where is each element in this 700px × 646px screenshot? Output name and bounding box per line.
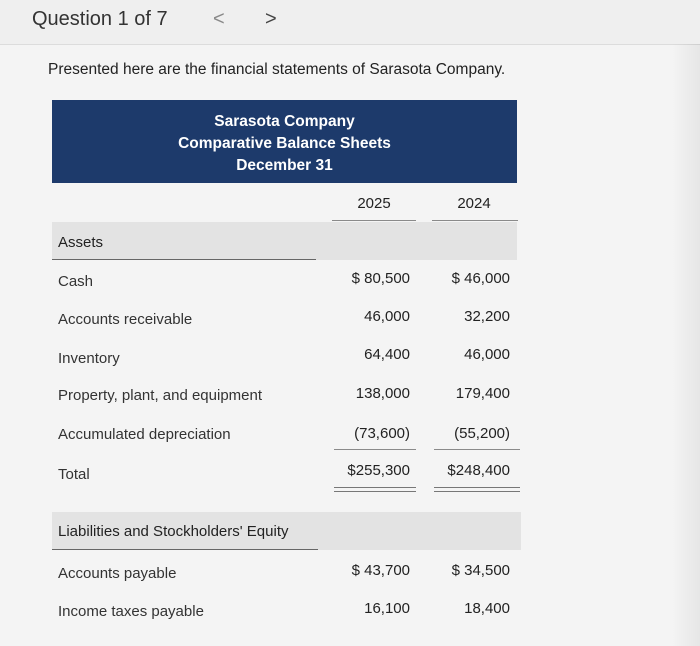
row-label-cash: Cash — [58, 273, 94, 290]
assets-heading: Assets — [58, 234, 104, 251]
income-taxes-payable-2024: 18,400 — [464, 600, 510, 617]
total-assets-2025: $255,300 — [347, 462, 410, 479]
year-header-2025: 2025 — [357, 195, 391, 212]
company-name: Sarasota Company — [214, 113, 355, 130]
accumulated-depreciation-2025: (73,600) — [354, 425, 410, 442]
previous-question-icon[interactable]: < — [213, 8, 225, 30]
liabilities-heading-underline — [52, 549, 318, 550]
assets-section-band — [52, 222, 517, 260]
year-header-2024: 2024 — [457, 195, 491, 212]
total-double-underline — [434, 487, 520, 492]
accounts-receivable-2025: 46,000 — [364, 308, 410, 325]
inventory-2024: 46,000 — [464, 346, 510, 363]
page-edge-shadow — [672, 44, 700, 646]
accounts-receivable-2024: 32,200 — [464, 308, 510, 325]
year-underline — [432, 220, 518, 221]
row-label-accounts-receivable: Accounts receivable — [58, 311, 193, 328]
question-counter: Question 1 of 7 — [32, 8, 168, 30]
row-label-accumulated-depreciation: Accumulated depreciation — [58, 426, 231, 443]
income-taxes-payable-2025: 16,100 — [364, 600, 410, 617]
next-question-icon[interactable]: > — [265, 8, 277, 30]
subtotal-underline — [434, 449, 520, 450]
accumulated-depreciation-2024: (55,200) — [454, 425, 510, 442]
row-label-ppe: Property, plant, and equipment — [58, 387, 263, 404]
ppe-2025: 138,000 — [355, 385, 410, 402]
year-underline — [332, 220, 416, 221]
ppe-2024: 179,400 — [455, 385, 510, 402]
total-assets-2024: $248,400 — [447, 462, 510, 479]
liabilities-heading: Liabilities and Stockholders' Equity — [58, 523, 289, 540]
question-nav-bar — [0, 0, 700, 45]
cash-2024: $ 46,000 — [451, 270, 510, 287]
row-label-inventory: Inventory — [58, 350, 120, 367]
row-label-total: Total — [58, 466, 90, 483]
question-prompt: Presented here are the financial statements of Sarasota Company. — [48, 61, 506, 78]
accounts-payable-2024: $ 34,500 — [451, 562, 510, 579]
accounts-payable-2025: $ 43,700 — [351, 562, 410, 579]
statement-date: December 31 — [236, 157, 333, 174]
assets-heading-underline — [52, 259, 316, 260]
statement-header — [52, 100, 517, 183]
row-label-income-taxes-payable: Income taxes payable — [58, 603, 204, 620]
total-double-underline — [334, 487, 416, 492]
inventory-2025: 64,400 — [364, 346, 410, 363]
subtotal-underline — [334, 449, 416, 450]
statement-title: Comparative Balance Sheets — [178, 135, 391, 152]
cash-2025: $ 80,500 — [351, 270, 410, 287]
row-label-accounts-payable: Accounts payable — [58, 565, 177, 582]
